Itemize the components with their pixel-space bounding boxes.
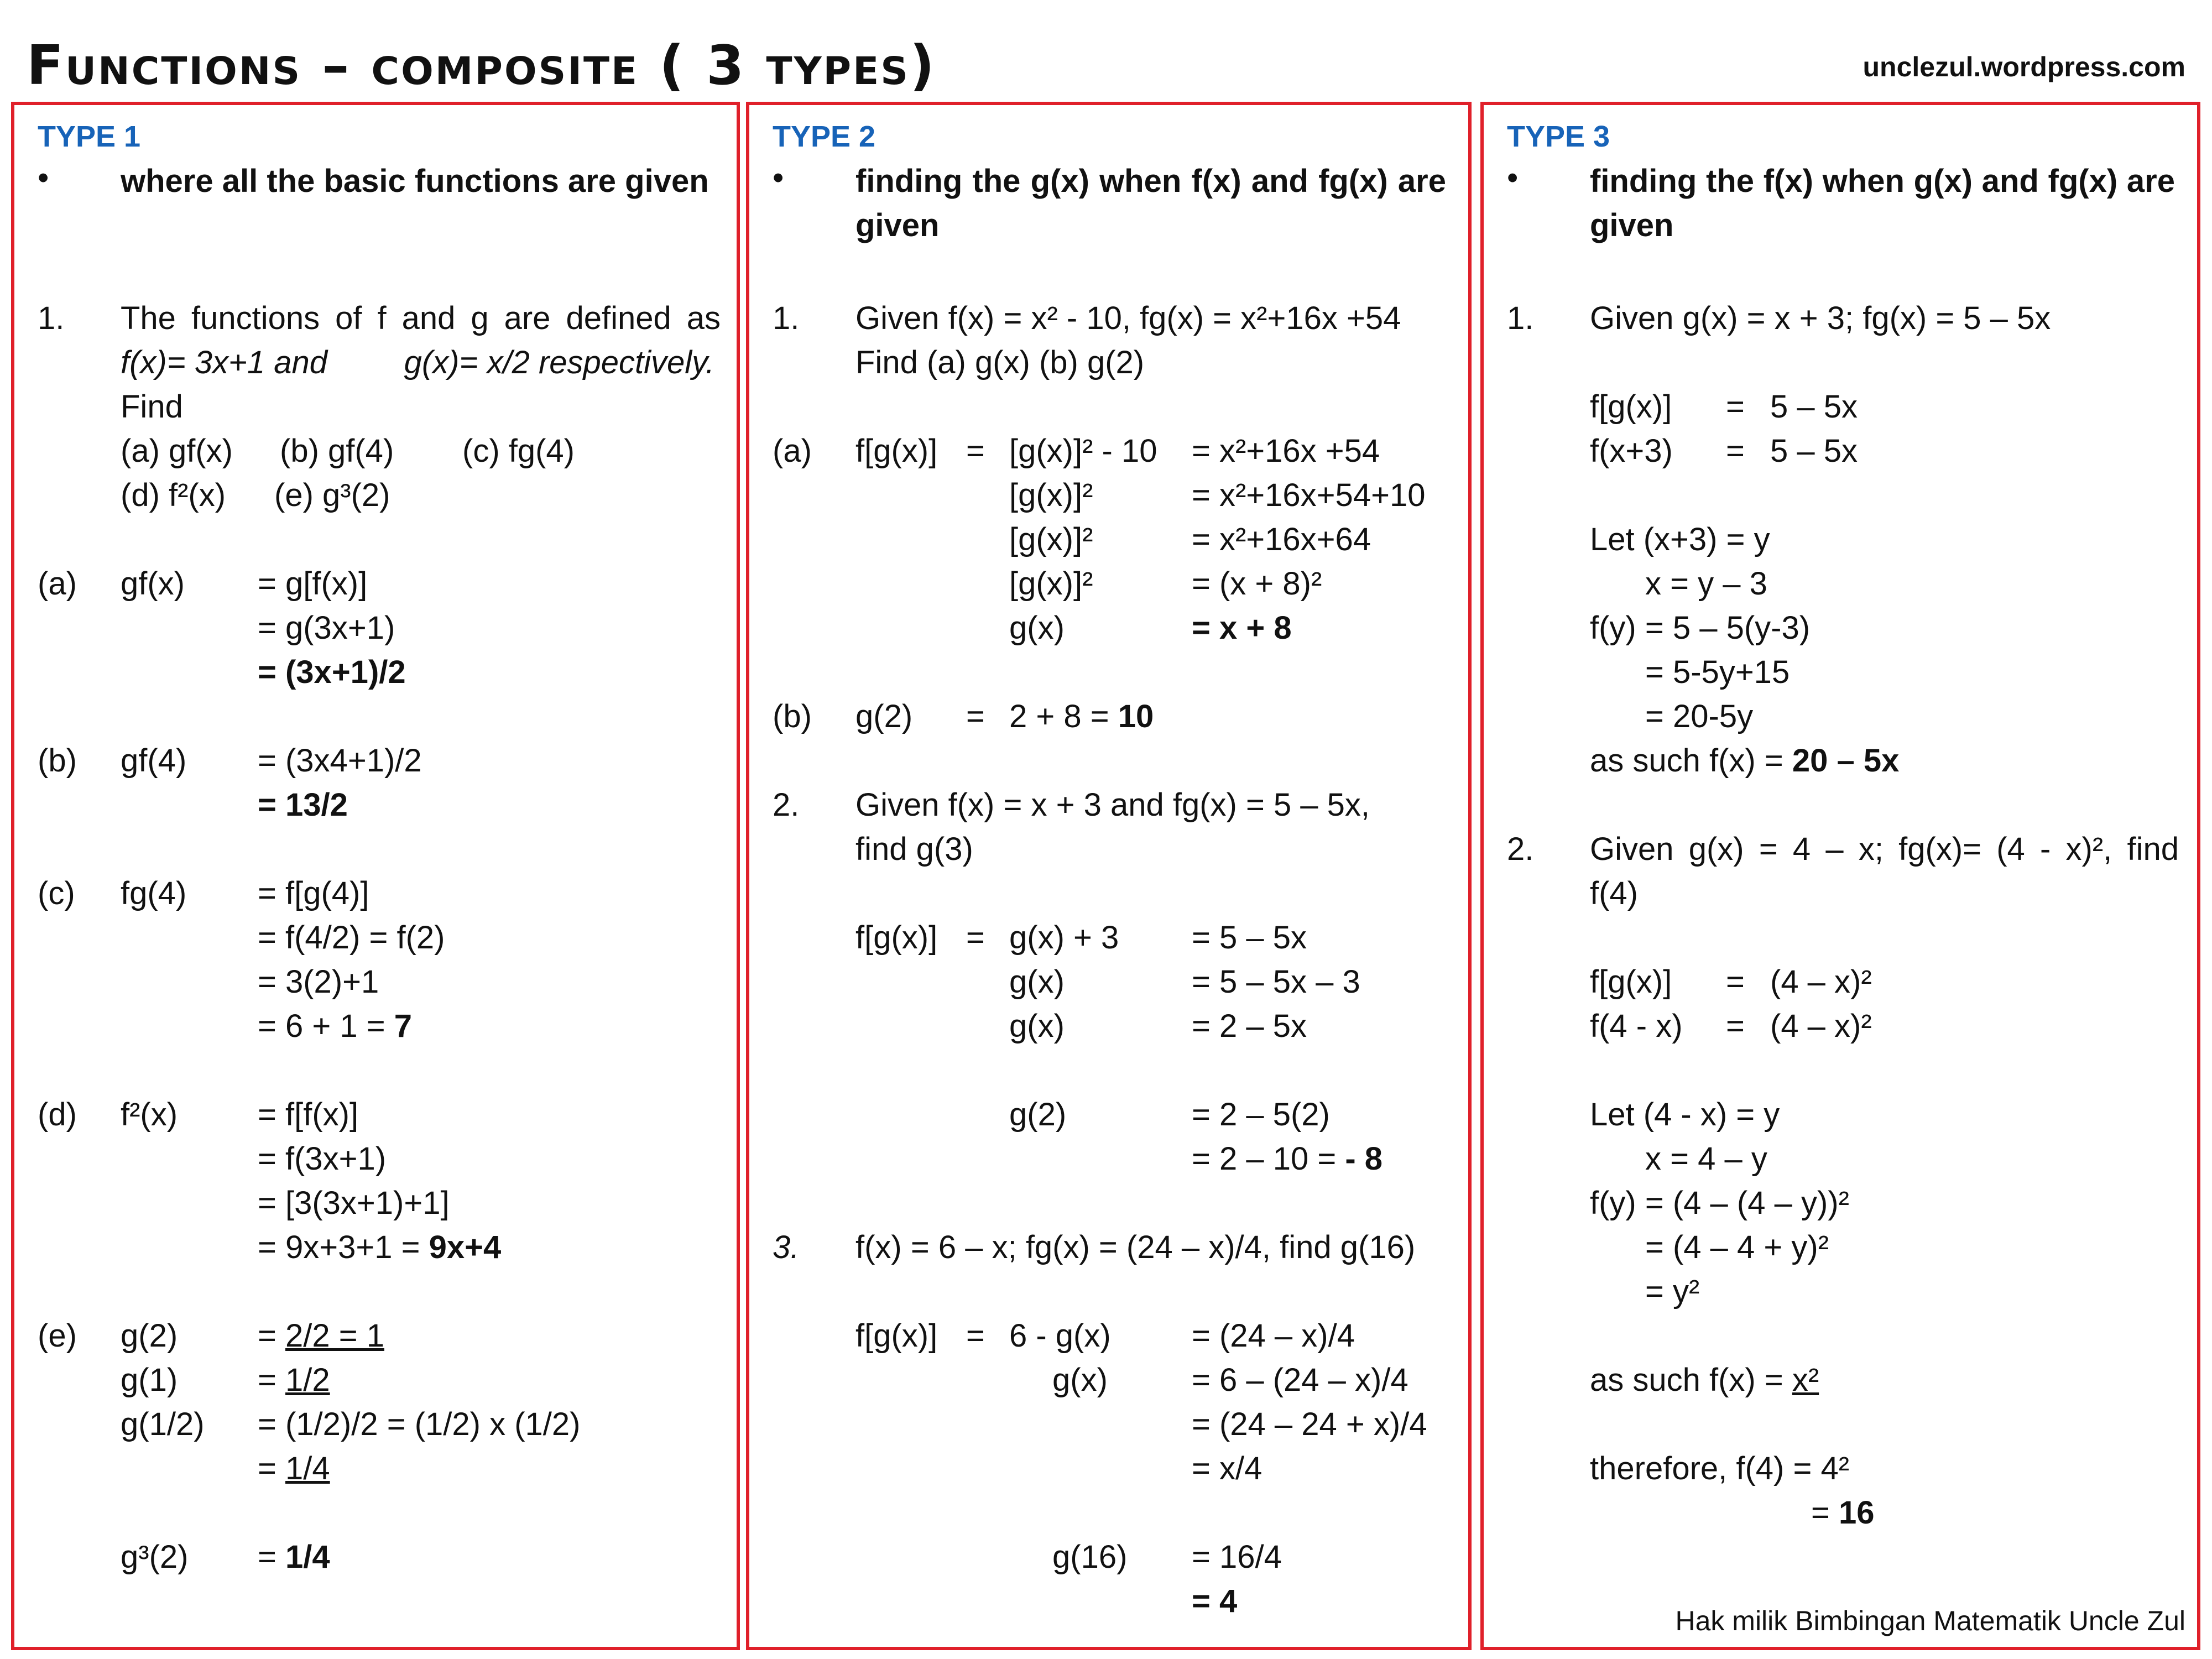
t3-q1-l1b: = [1726, 389, 1745, 425]
t2-q1-r5: g(x) [1009, 610, 1065, 646]
part-e-line4: = 1/4 [258, 1451, 330, 1486]
t3-q1-l2a: f(x+3) [1590, 433, 1673, 469]
t2-q1-s1: = x²+16x +54 [1192, 433, 1380, 469]
t2-q2-s5: = 2 – 10 = - 8 [1192, 1141, 1383, 1177]
part-b-expr: gf(4) [121, 743, 187, 779]
t3-q2-let: Let (4 - x) = y [1590, 1097, 1780, 1133]
part-a-line1: = g[f(x)] [258, 566, 368, 602]
t2-q3-r5: g(16) [1052, 1539, 1128, 1575]
t3-q1-number: 1. [1507, 300, 1534, 336]
part-c-line2: = f(4/2) = f(2) [258, 920, 445, 956]
bullet-icon: • [773, 160, 784, 196]
copyright-footer: Hak milik Bimbingan Matematik Uncle Zul [1675, 1605, 2185, 1636]
type3-panel [1480, 102, 2200, 1650]
t3-q2-s2: = y² [1645, 1274, 1700, 1310]
t3-q1-l1c: 5 – 5x [1770, 389, 1858, 425]
t2-q1-eq: = [966, 433, 985, 469]
part-e-line1: = 2/2 = 1 [258, 1318, 384, 1354]
t2-q1-b-rhs: 2 + 8 = 10 [1009, 698, 1154, 734]
t3-q1-let: Let (x+3) = y [1590, 521, 1770, 557]
t2-q1-s2: = x²+16x+54+10 [1192, 477, 1426, 513]
q1-find: Find [121, 389, 183, 425]
bullet-icon: • [38, 160, 49, 196]
t3-q1-conclusion: as such f(x) = 20 – 5x [1590, 743, 1900, 779]
t2-q1-r1: [g(x)]² - 10 [1009, 433, 1157, 469]
part-a-answer: = (3x+1)/2 [258, 654, 406, 690]
t2-q2-r3: g(x) [1009, 1008, 1065, 1044]
t2-q3-lhs: f[g(x)] [855, 1318, 938, 1354]
part-e-answer: = 1/4 [258, 1539, 330, 1575]
t3-q2-number: 2. [1507, 831, 1534, 867]
t2-q2-eq: = [966, 920, 985, 956]
type1-description: where all the basic functions are given [121, 163, 709, 199]
t2-q3-line1: f(x) = 6 – x; fg(x) = (24 – x)/4, find g(16) [855, 1229, 1416, 1265]
part-d-expr: f²(x) [121, 1097, 178, 1133]
t2-q2-lhs: f[g(x)] [855, 920, 938, 956]
q1-option-a: (a) gf(x) [121, 433, 233, 469]
t3-q2-therefore: therefore, f(4) = 4² [1590, 1451, 1850, 1486]
t2-q1-answer-b: 10 [1118, 698, 1154, 734]
part-d-line2: = f(3x+1) [258, 1141, 387, 1177]
type2-panel [746, 102, 1472, 1650]
type2-description: finding the g(x) when f(x) and fg(x) are given [855, 163, 1446, 243]
part-e-line2: = 1/2 [258, 1362, 330, 1398]
part-e-expr1: g(2) [121, 1318, 178, 1354]
t2-q2-s4: = 2 – 5(2) [1192, 1097, 1330, 1133]
t3-q2-l1b: = [1726, 964, 1745, 1000]
t2-q3-r2: g(x) [1052, 1362, 1108, 1398]
t3-q1-s1: = 5-5y+15 [1645, 654, 1790, 690]
t3-q1-l1a: f[g(x)] [1590, 389, 1672, 425]
t3-q2-l1a: f[g(x)] [1590, 964, 1672, 1000]
t3-q2-s1: = (4 – 4 + y)² [1645, 1229, 1829, 1265]
part-c-line1: = f[g(4)] [258, 875, 369, 911]
t2-q2-number: 2. [773, 787, 800, 823]
t2-q1-s3: = x²+16x+64 [1192, 521, 1371, 557]
t2-q1-r3: [g(x)]² [1009, 521, 1093, 557]
part-e-line3: = (1/2)/2 = (1/2) x (1/2) [258, 1406, 581, 1442]
t3-q2-l2a: f(4 - x) [1590, 1008, 1683, 1044]
t3-q2-fx: x² [1792, 1362, 1819, 1398]
t3-q1-xeq: x = y – 3 [1645, 566, 1767, 602]
t3-q2-l1c: (4 – x)² [1770, 964, 1872, 1000]
t2-q1-answer-a: = x + 8 [1192, 610, 1292, 646]
t2-q1-a-label: (a) [773, 433, 812, 469]
t2-q3-r1: 6 - g(x) [1009, 1318, 1111, 1354]
q1-option-e: (e) g³(2) [274, 477, 390, 513]
t3-q2-answer: 16 [1839, 1495, 1875, 1531]
part-e-expr2: g(1) [121, 1362, 178, 1398]
t3-q1-l2c: 5 – 5x [1770, 433, 1858, 469]
t2-q3-eq: = [966, 1318, 985, 1354]
t2-q1-line1: Given f(x) = x² - 10, fg(x) = x²+16x +54 [855, 300, 1401, 336]
type1-panel [11, 102, 740, 1650]
t2-q3-s3: = (24 – 24 + x)/4 [1192, 1406, 1427, 1442]
q1-option-d: (d) f²(x) [121, 477, 226, 513]
t2-q2-line2: find g(3) [855, 831, 973, 867]
type1-title: TYPE 1 [38, 120, 141, 153]
t3-q2-final: = 16 [1811, 1495, 1875, 1531]
site-url: unclezul.wordpress.com [1863, 51, 2185, 82]
t2-q3-s5: = 16/4 [1192, 1539, 1282, 1575]
t3-q2-fy: f(y) = (4 – (4 – y))² [1590, 1185, 1849, 1221]
q1-option-c: (c) fg(4) [462, 433, 575, 469]
t3-q1-fy: f(y) = 5 – 5(y-3) [1590, 610, 1811, 646]
t2-q3-s2: = 6 – (24 – x)/4 [1192, 1362, 1408, 1398]
t2-q2-r1: g(x) + 3 [1009, 920, 1119, 956]
t2-q1-number: 1. [773, 300, 800, 336]
t2-q1-r2: [g(x)]² [1009, 477, 1093, 513]
part-a-line2: = g(3x+1) [258, 610, 395, 646]
part-d-line3: = [3(3x+1)+1] [258, 1185, 450, 1221]
t2-q2-r4: g(2) [1009, 1097, 1067, 1133]
t2-q1-b-lhs: g(2) [855, 698, 913, 734]
type3-title: TYPE 3 [1507, 120, 1610, 153]
part-b-answer: = 13/2 [258, 787, 348, 823]
t3-q2-xeq: x = 4 – y [1645, 1141, 1767, 1177]
q1-f-def: f(x)= 3x+1 and [121, 345, 327, 380]
part-c-label: (c) [38, 875, 75, 911]
q1-number: 1. [38, 300, 65, 336]
q1-g-def: g(x)= x/2 respectively. [404, 345, 714, 380]
t2-q2-s2: = 5 – 5x – 3 [1192, 964, 1360, 1000]
part-e-label: (e) [38, 1318, 77, 1354]
part-d-line4: = 9x+3+1 = 9x+4 [258, 1229, 502, 1265]
t2-q2-s3: = 2 – 5x [1192, 1008, 1307, 1044]
part-c-line3: = 3(2)+1 [258, 964, 379, 1000]
type2-title: TYPE 2 [773, 120, 876, 153]
part-b-label: (b) [38, 743, 77, 779]
part-a-label: (a) [38, 566, 77, 602]
type3-description: finding the f(x) when g(x) and fg(x) are given [1590, 163, 2175, 243]
part-c-expr: fg(4) [121, 875, 187, 911]
part-b-line1: = (3x4+1)/2 [258, 743, 422, 779]
t2-q1-line2: Find (a) g(x) (b) g(2) [855, 345, 1145, 380]
part-a-expr: gf(x) [121, 566, 185, 602]
bullet-icon: • [1507, 160, 1519, 196]
part-c-answer: 7 [394, 1008, 412, 1044]
t2-q1-b-label: (b) [773, 698, 812, 734]
t3-q1-answer: 20 – 5x [1792, 743, 1900, 779]
part-d-answer: 9x+4 [429, 1229, 502, 1265]
part-c-line4: = 6 + 1 = 7 [258, 1008, 412, 1044]
t3-q2-l2b: = [1726, 1008, 1745, 1044]
t3-q1-s2: = 20-5y [1645, 698, 1754, 734]
part-d-label: (d) [38, 1097, 77, 1133]
part-d-line1: = f[f(x)] [258, 1097, 359, 1133]
t2-q1-b-eq: = [966, 698, 985, 734]
t2-q2-r2: g(x) [1009, 964, 1065, 1000]
t3-q1-line1: Given g(x) = x + 3; fg(x) = 5 – 5x [1590, 300, 2051, 336]
part-e-expr5: g³(2) [121, 1539, 189, 1575]
q1-option-b: (b) gf(4) [280, 433, 394, 469]
t2-q2-s1: = 5 – 5x [1192, 920, 1307, 956]
page-title: Functions – composite ( 3 types) [27, 34, 936, 97]
t3-q1-l2b: = [1726, 433, 1745, 469]
t3-q2-l2c: (4 – x)² [1770, 1008, 1872, 1044]
t2-q3-answer: = 4 [1192, 1583, 1238, 1619]
t2-q1-r4: [g(x)]² [1009, 566, 1093, 602]
t2-q3-s4: = x/4 [1192, 1451, 1262, 1486]
part-e-expr3: g(1/2) [121, 1406, 205, 1442]
t2-q2-line1: Given f(x) = x + 3 and fg(x) = 5 – 5x, [855, 787, 1370, 823]
t3-q2-line1: Given g(x) = 4 – x; fg(x)= (4 - x)², find [1590, 831, 2179, 867]
q1-intro: The functions of f and g are defined as [121, 300, 721, 336]
t2-q2-answer: - 8 [1345, 1141, 1383, 1177]
t2-q3-number: 3. [773, 1229, 800, 1265]
t2-q1-s4: = (x + 8)² [1192, 566, 1322, 602]
t2-q1-lhs: f[g(x)] [855, 433, 938, 469]
t2-q3-s1: = (24 – x)/4 [1192, 1318, 1355, 1354]
t3-q2-line2: f(4) [1590, 875, 1638, 911]
t3-q2-conclusion: as such f(x) = x² [1590, 1362, 1819, 1398]
